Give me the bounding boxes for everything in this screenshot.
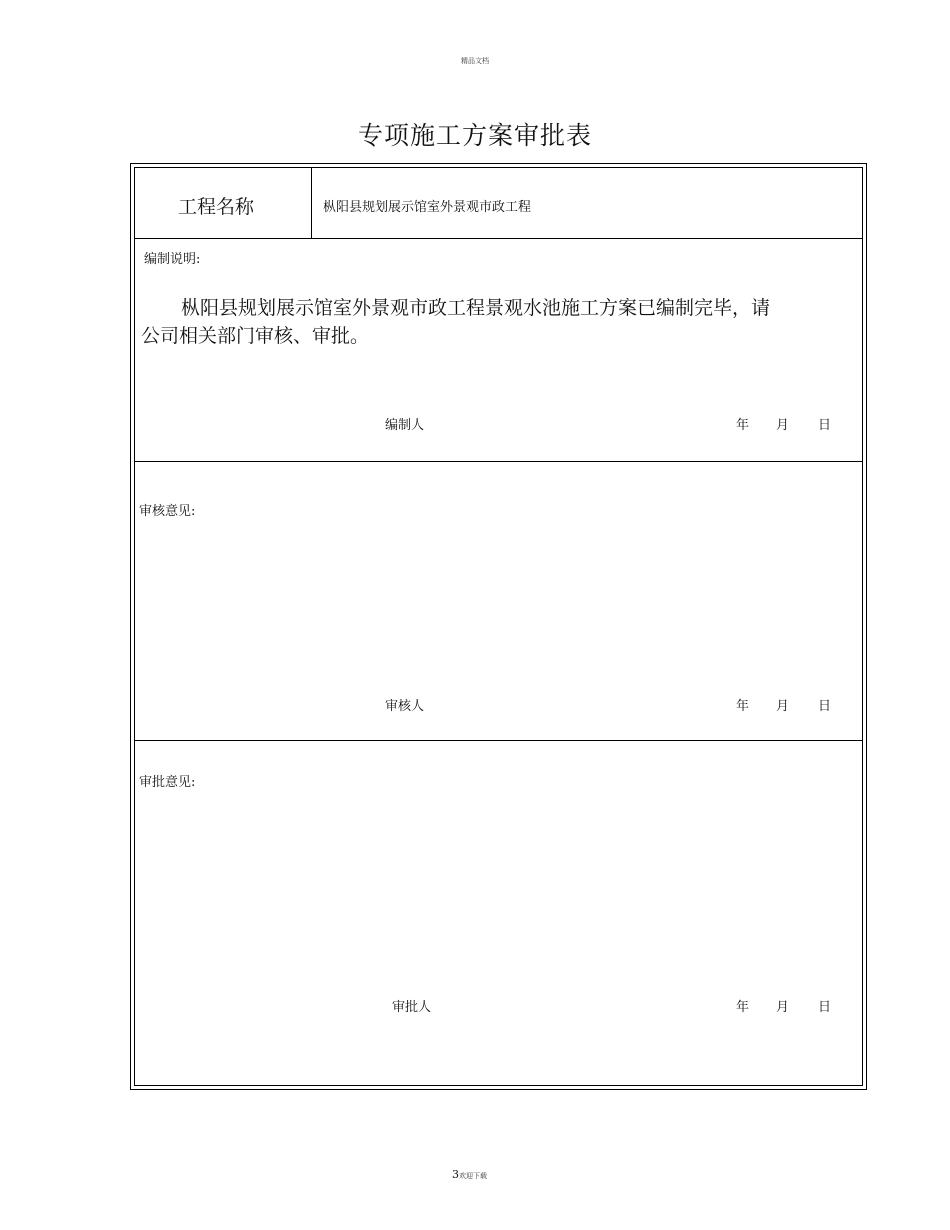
footer-text: 欢迎下载	[459, 1172, 487, 1180]
compile-date-year: 年	[736, 418, 750, 433]
compile-notes-body-line1: 枞阳县规划展示馆室外景观市政工程景观水池施工方案已编制完毕，请	[181, 297, 771, 319]
footer-note	[452, 1168, 487, 1181]
compile-date-month: 月	[776, 418, 790, 433]
row-divider-3	[135, 740, 862, 741]
compile-notes-heading: 编制说明:	[144, 252, 201, 267]
review-date-day: 日	[818, 699, 832, 714]
review-date-month: 月	[776, 699, 790, 714]
project-name-label: 工程名称	[178, 196, 255, 218]
compile-notes-body-line2: 公司相关部门审核、审批。	[141, 325, 370, 347]
page-number: 3	[452, 1168, 459, 1181]
row-divider-2	[135, 461, 862, 462]
approver-signature-label: 审批人	[392, 1000, 432, 1015]
approval-form-inner-border	[134, 167, 863, 1086]
row-divider-1	[135, 238, 862, 239]
approval-date-month: 月	[776, 1000, 790, 1015]
review-date-year: 年	[736, 699, 750, 714]
project-name-value: 枞阳县规划展示馆室外景观市政工程	[323, 200, 532, 215]
approval-date-year: 年	[736, 1000, 750, 1015]
document-title: 专项施工方案审批表	[357, 121, 592, 150]
compile-date-day: 日	[818, 418, 832, 433]
approval-opinion-heading: 审批意见:	[139, 775, 196, 790]
approval-form-table	[130, 163, 867, 1090]
compiler-signature-label: 编制人	[385, 418, 425, 433]
project-name-divider	[311, 168, 312, 238]
reviewer-signature-label: 审核人	[385, 699, 425, 714]
review-opinion-heading: 审核意见:	[139, 504, 196, 519]
approval-date-day: 日	[818, 1000, 832, 1015]
header-note: 精品文档	[461, 57, 489, 65]
